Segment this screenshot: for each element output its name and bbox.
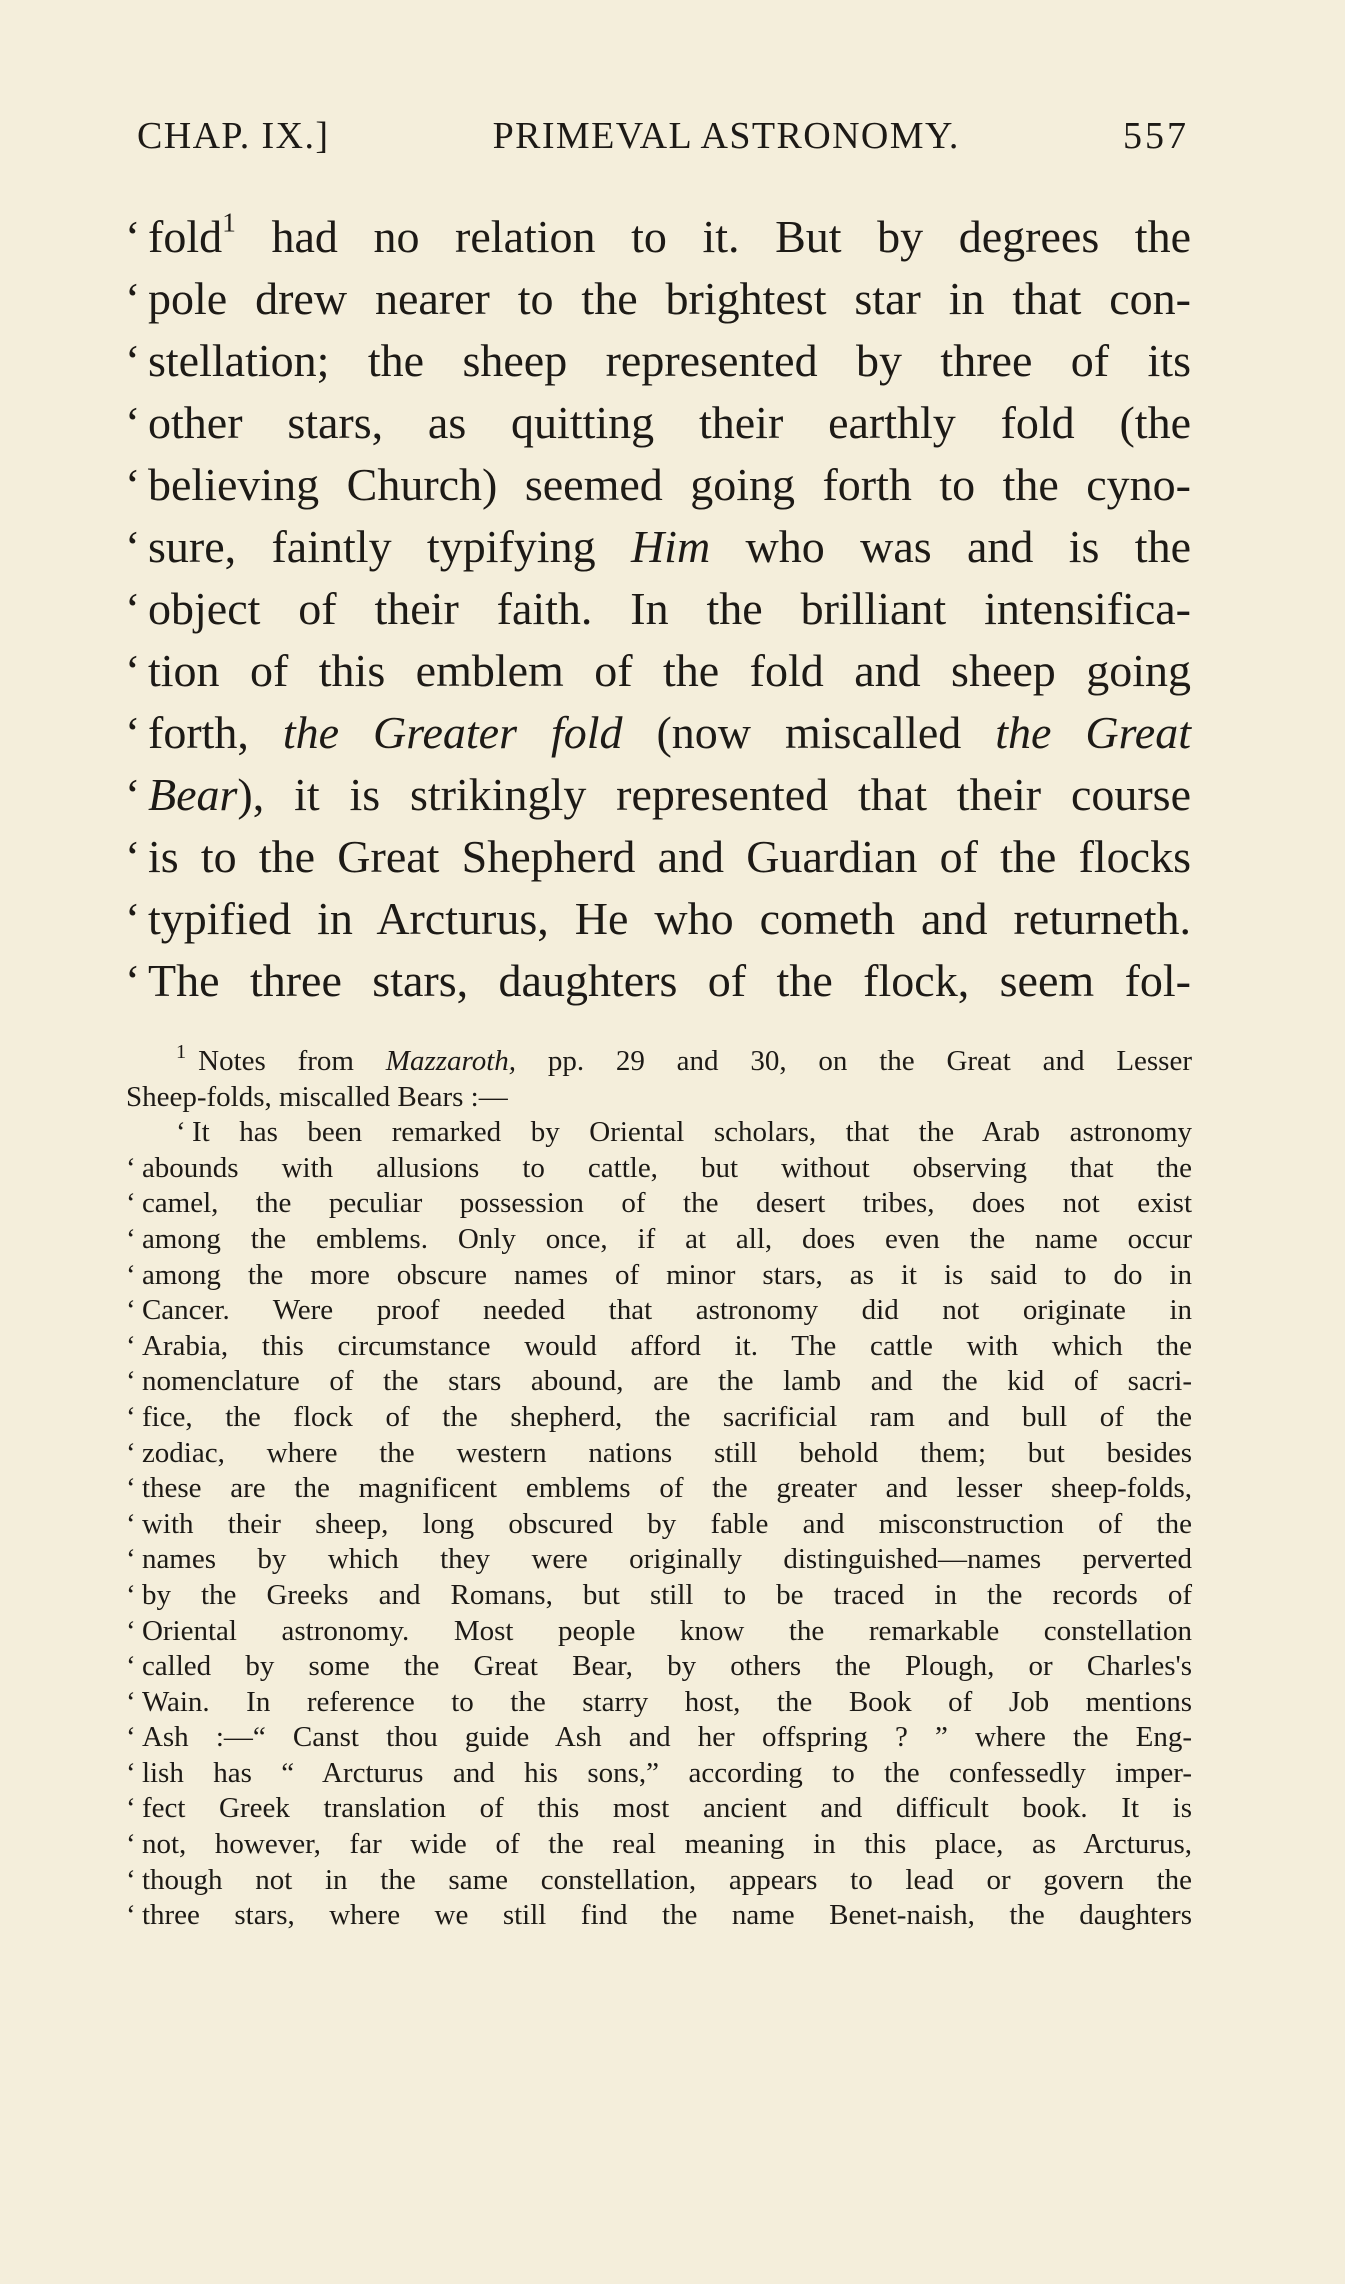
text-segment: lish has “ Arcturus and his sons,” according to the confessedly imper- xyxy=(141,1756,1192,1789)
text-segment: names by which they were originally distinguished—names perverted xyxy=(141,1543,1192,1576)
text-line xyxy=(125,206,1191,268)
quote-mark: ‘ xyxy=(126,1685,136,1718)
footnote-line xyxy=(126,1863,1192,1899)
text-segment: tion of this emblem of the fold and sheep going xyxy=(148,645,1191,696)
text-segment: believing Church) seemed going forth to the cyno- xyxy=(148,459,1191,510)
text-segment: (now miscalled xyxy=(622,707,996,758)
footnote-line xyxy=(126,1222,1192,1258)
footnote-reference: 1 xyxy=(222,206,236,238)
quote-mark: ‘ xyxy=(126,1863,136,1896)
text-segment: ), it is strikingly represented that their course xyxy=(237,769,1191,820)
quote-mark: ‘ xyxy=(126,1792,136,1825)
footnote-line xyxy=(126,1578,1192,1614)
text-line xyxy=(125,950,1191,1012)
text-segment: among the more obscure names of minor stars, as it is said to do in xyxy=(141,1258,1192,1291)
text-segment: by the Greeks and Romans, but still to be traced in the records of xyxy=(141,1578,1192,1611)
text-line xyxy=(125,578,1191,640)
text-segment: nomenclature of the stars abound, are the lamb and the kid of sacri- xyxy=(141,1365,1192,1398)
quote-mark: ‘ xyxy=(126,1151,136,1184)
running-title: PRIMEVAL ASTRONOMY. xyxy=(492,115,960,157)
text-line xyxy=(125,330,1191,392)
quote-mark: ‘ xyxy=(126,1400,136,1433)
footnote-line xyxy=(126,1507,1192,1543)
quote-mark: ‘ xyxy=(125,645,141,696)
text-segment: camel, the peculiar possession of the desert tribes, does not exist xyxy=(141,1187,1192,1220)
footnote-line xyxy=(126,1186,1192,1222)
footnote-line xyxy=(126,1542,1192,1578)
quote-mark: ‘ xyxy=(125,273,141,324)
italic-text: Mazzaroth, xyxy=(385,1045,517,1077)
quote-mark: ‘ xyxy=(126,1507,136,1540)
quote-mark: ‘ xyxy=(125,397,141,448)
quote-mark: ‘ xyxy=(125,459,141,510)
page-number: 557 xyxy=(1123,115,1189,157)
text-segment: other stars, as quitting their earthly fold (the xyxy=(148,397,1191,448)
footnote-line xyxy=(126,1436,1192,1472)
text-segment: three stars, where we still find the name Benet-naish, the daughters xyxy=(141,1899,1192,1932)
text-segment: Cancer. Were proof needed that astronomy did not originate in xyxy=(141,1294,1192,1327)
text-segment: fold xyxy=(148,211,223,262)
quote-mark: ‘ xyxy=(126,1187,136,1220)
quote-mark: ‘ xyxy=(126,1614,136,1647)
quote-mark: ‘ xyxy=(126,1222,136,1255)
footnote-marker: 1 xyxy=(176,1040,187,1063)
footnote-line xyxy=(126,1614,1192,1650)
text-line xyxy=(125,764,1191,826)
footnote-line xyxy=(126,1364,1192,1400)
quote-mark: ‘ xyxy=(126,1756,136,1789)
text-line xyxy=(125,888,1191,950)
footnote-line xyxy=(126,1720,1192,1756)
quote-mark: ‘ xyxy=(126,1650,136,1683)
quote-mark: ‘ xyxy=(125,831,141,882)
italic-text: the Great xyxy=(995,707,1192,758)
quote-mark: ‘ xyxy=(126,1258,136,1291)
footnote xyxy=(126,1040,1192,1934)
quote-mark: ‘ xyxy=(126,1294,136,1327)
quote-mark: ‘ xyxy=(126,1578,136,1611)
text-segment: fice, the flock of the shepherd, the sacrificial ram and bull of the xyxy=(141,1400,1192,1433)
text-segment: who was and is the xyxy=(710,521,1191,572)
quote-mark: ‘ xyxy=(125,893,141,944)
text-segment: among the emblems. Only once, if at all, does even the name occur xyxy=(141,1222,1192,1255)
text-segment: The three stars, daughters of the flock, seem fol- xyxy=(148,955,1191,1006)
quote-mark: ‘ xyxy=(126,1543,136,1576)
footnote-line xyxy=(126,1400,1192,1436)
quote-mark: ‘ xyxy=(125,521,141,572)
footnote-line xyxy=(126,1258,1192,1294)
italic-text: Him xyxy=(630,521,711,572)
text-segment: Ash :—“ Canst thou guide Ash and her offspring ? ” where the Eng- xyxy=(141,1721,1192,1754)
text-segment: zodiac, where the western nations still behold them; but besides xyxy=(141,1436,1192,1469)
quote-mark: ‘ xyxy=(125,211,141,262)
text-segment: typified in Arcturus, He who cometh and returneth. xyxy=(148,893,1191,944)
text-segment: Wain. In reference to the starry host, the Book of Job mentions xyxy=(141,1685,1192,1718)
text-segment: It has been remarked by Oriental scholars, that the Arab astronomy xyxy=(191,1116,1192,1149)
italic-text: the Greater fold xyxy=(282,707,623,758)
text-line xyxy=(125,826,1191,888)
text-segment: not, however, far wide of the real meaning in this place, as Arcturus, xyxy=(141,1828,1192,1861)
text-segment: with their sheep, long obscured by fable and misconstruction of the xyxy=(141,1507,1192,1540)
quote-mark: ‘ xyxy=(126,1436,136,1469)
quote-mark: ‘ xyxy=(126,1721,136,1754)
footnote-line xyxy=(126,1827,1192,1863)
italic-text: Bear xyxy=(148,769,238,820)
text-line xyxy=(125,640,1191,702)
footnote-line xyxy=(126,1115,1192,1151)
quote-mark: ‘ xyxy=(125,335,141,386)
text-segment: pole drew nearer to the brightest star in that con- xyxy=(148,273,1191,324)
text-segment: these are the magnificent emblems of the greater and lesser sheep-folds, xyxy=(141,1472,1192,1505)
quote-mark: ‘ xyxy=(126,1365,136,1398)
text-segment: pp. 29 and 30, on the Great and Lesser xyxy=(516,1045,1192,1077)
footnote-line xyxy=(126,1151,1192,1187)
text-segment: object of their faith. In the brilliant intensifica- xyxy=(148,583,1191,634)
quote-mark: ‘ xyxy=(125,955,141,1006)
text-segment: Sheep-folds, miscalled Bears :— xyxy=(126,1080,508,1113)
footnote-line xyxy=(126,1756,1192,1792)
quote-mark: ‘ xyxy=(126,1329,136,1362)
quote-mark: ‘ xyxy=(126,1899,136,1932)
quote-mark: ‘ xyxy=(125,583,141,634)
text-line xyxy=(125,454,1191,516)
footnote-line xyxy=(126,1080,1192,1116)
footnote-line xyxy=(126,1649,1192,1685)
text-line xyxy=(125,268,1191,330)
text-segment: abounds with allusions to cattle, but without observing that the xyxy=(141,1151,1192,1184)
text-segment: forth, xyxy=(148,707,283,758)
text-segment: though not in the same constellation, appears to lead or govern the xyxy=(141,1863,1192,1896)
text-segment: Notes from xyxy=(198,1045,386,1077)
text-line xyxy=(125,516,1191,578)
footnote-line xyxy=(126,1685,1192,1721)
text-segment: Oriental astronomy. Most people know the remarkable constellation xyxy=(141,1614,1192,1647)
chapter-label: CHAP. IX.] xyxy=(137,115,330,157)
running-header xyxy=(137,114,1189,164)
quote-mark: ‘ xyxy=(125,707,141,758)
quote-mark: ‘ xyxy=(176,1116,186,1149)
text-line xyxy=(125,702,1191,764)
text-segment: had no relation to it. But by degrees the xyxy=(235,211,1191,262)
quote-mark: ‘ xyxy=(126,1472,136,1505)
text-segment: is to the Great Shepherd and Guardian of the flocks xyxy=(148,831,1191,882)
quote-mark: ‘ xyxy=(125,769,141,820)
text-segment: Arabia, this circumstance would afford it. The cattle with which the xyxy=(141,1329,1192,1362)
footnote-line xyxy=(126,1329,1192,1365)
main-text xyxy=(125,206,1191,1012)
footnote-line xyxy=(126,1040,1192,1080)
footnote-line xyxy=(126,1791,1192,1827)
text-segment: sure, faintly typifying xyxy=(148,521,631,572)
text-segment: stellation; the sheep represented by three of its xyxy=(148,335,1191,386)
footnote-line xyxy=(126,1898,1192,1934)
text-line xyxy=(125,392,1191,454)
footnote-line xyxy=(126,1471,1192,1507)
text-segment: fect Greek translation of this most ancient and difficult book. It is xyxy=(141,1792,1192,1825)
text-segment: called by some the Great Bear, by others the Plough, or Charles's xyxy=(141,1650,1192,1683)
quote-mark: ‘ xyxy=(126,1828,136,1861)
footnote-line xyxy=(126,1293,1192,1329)
